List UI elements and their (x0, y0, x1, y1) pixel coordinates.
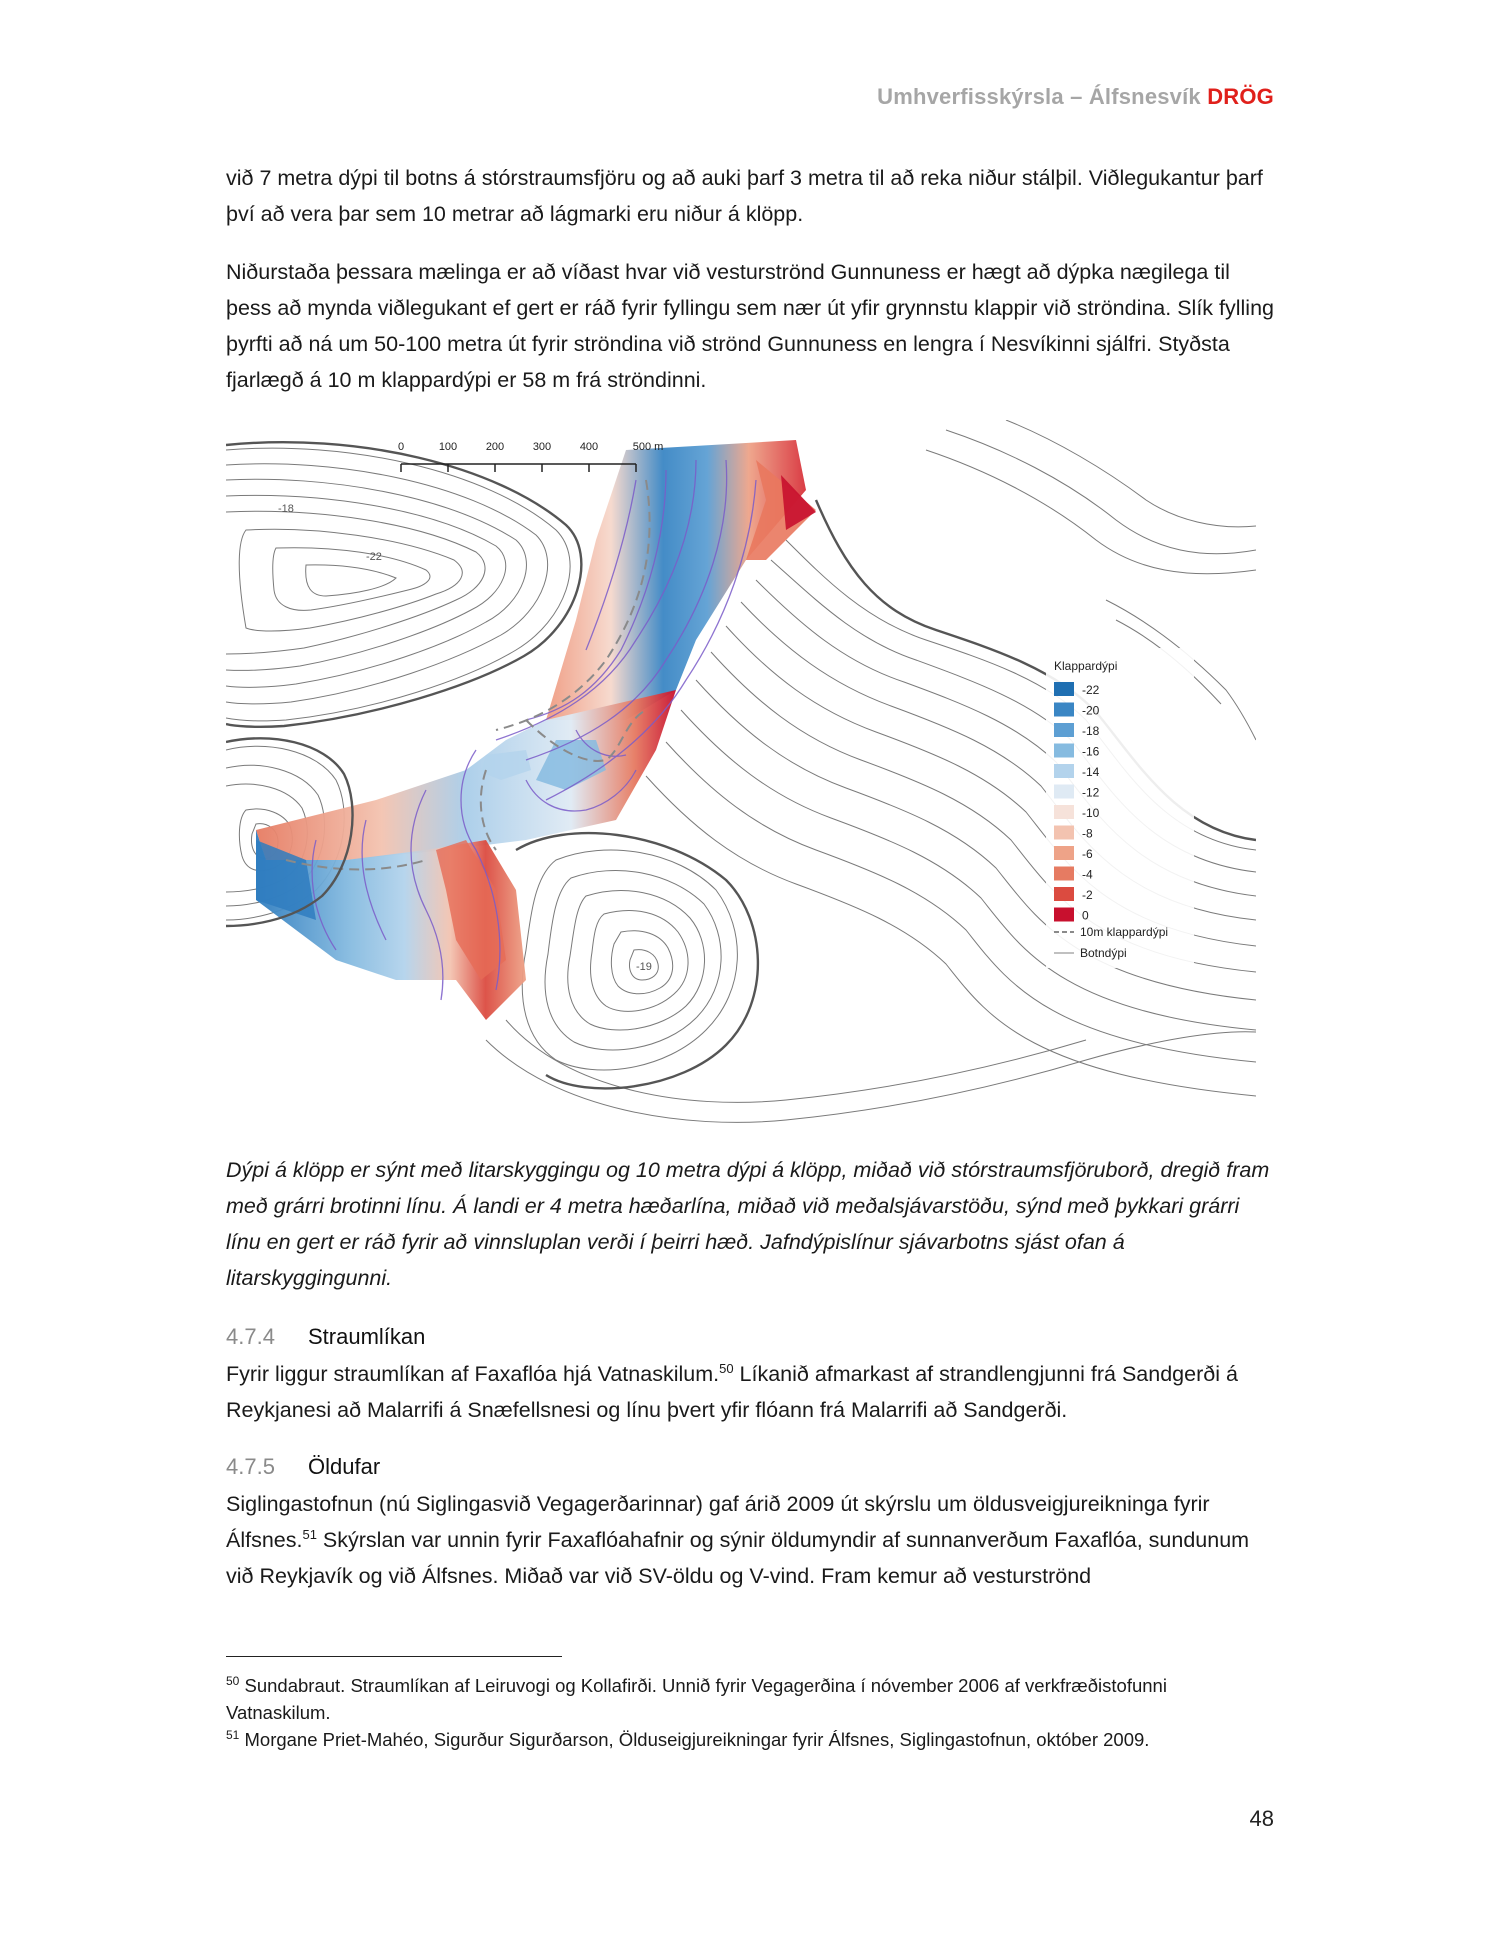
legend-swatch (1054, 887, 1074, 901)
contour-label: -19 (636, 961, 652, 973)
footnote-separator (226, 1656, 562, 1657)
legend-item-label: -14 (1082, 765, 1100, 779)
legend-swatch (1054, 805, 1074, 819)
legend-item-label: -20 (1082, 703, 1100, 718)
legend-swatch (1054, 764, 1074, 778)
legend (1046, 648, 1194, 968)
legend-solid-label: Botndýpi (1080, 946, 1127, 960)
legend-item-label: -18 (1082, 724, 1100, 738)
footnote-ref[interactable]: 51 (302, 1526, 317, 1542)
section-heading-474 (226, 1322, 425, 1352)
scalebar-tick-label: 400 (579, 441, 599, 453)
footnote-ref[interactable]: 50 (719, 1360, 734, 1376)
scalebar-tick-label: 200 (485, 441, 505, 453)
legend-swatch (1054, 723, 1074, 737)
paragraph-text: Skýrslan var unnin fyrir Faxaflóahafnir og sýnir öldumyndir af sunnanverðum Faxaflóa, sundunum við Reykjavík og við Álfsnes. Miðað var við SV-öldu og V-vind. Fram kemur að vesturströnd (226, 1528, 1250, 1588)
legend-item-label: -8 (1082, 826, 1093, 841)
draft-label: DRÖG (1207, 84, 1274, 109)
legend-dashed-label: 10m klappardýpi (1080, 925, 1169, 939)
survey-shading (256, 440, 816, 1020)
page-number: 48 (1249, 1806, 1274, 1831)
contour-label: -22 (366, 551, 382, 563)
footnote-number: 51 (226, 1727, 240, 1742)
paragraph-oldufar (226, 1486, 1276, 1594)
scalebar-tick-label: 0 (397, 441, 405, 453)
legend-swatch (1054, 703, 1074, 717)
legend-swatch (1054, 867, 1074, 881)
page-header (877, 84, 1274, 110)
paragraph-1: við 7 metra dýpi til botns á stórstraumsfjöru og að auki þarf 3 metra til að reka niður stálþil. Viðlegukantur þarf því að vera þar sem 10 metrar að lágmarki eru niður á klöpp. (226, 166, 1263, 226)
paragraph-straumlikan (226, 1356, 1276, 1428)
figure-caption: Dýpi á klöpp er sýnt með litarskyggingu og 10 metra dýpi á klöpp, miðað við stórstraumsfjöruborð, dregið fram með grárri brotinni línu. Á landi er 4 metra hæðarlína, miðað við meðalsjávarstöðu, sýnd með þykkari grárri línu en gert er ráð fyrir að vinnsluplan verði í þeirri hæð. Jafndýpislínur sjávarbotns sjást ofan á litarskyggingunni. (226, 1158, 1270, 1290)
paragraph-text: Siglingastofnun (nú Siglingasvið Vegagerðarinnar) gaf árið 2009 út skýrslu um öldusveigjureikninga fyrir Álfsnes. (226, 1492, 1210, 1552)
legend-swatch (1054, 744, 1074, 758)
legend-item-label: 0 (1082, 908, 1089, 923)
footnote-text: Morgane Priet-Mahéo, Sigurður Sigurðarson, Ölduseigjureikningar fyrir Álfsnes, Siglingastofnun, október 2009. (239, 1729, 1150, 1750)
paragraph-text: Líkanið afmarkast af strandlengjunni frá Sandgerði á Reykjanesi að Malarrifi á Snæfellsnesi og línu þvert yfir flóann frá Malarrifi að Sandgerði. (226, 1362, 1238, 1422)
section-heading-475 (226, 1452, 380, 1482)
scalebar-tick-label: 100 (438, 441, 458, 453)
legend-item-label: -16 (1082, 744, 1100, 759)
footnote-51 (226, 1726, 1276, 1753)
footnote-text: Sundabraut. Straumlíkan af Leiruvogi og Kollafirði. Unnið fyrir Vegagerðina í nóvember 2006 af verkfræðistofunni Vatnaskilum. (226, 1675, 1167, 1723)
section-number: 4.7.4 (226, 1324, 275, 1349)
legend-item-label: -10 (1082, 806, 1100, 820)
legend-title: Klappardýpi (1054, 659, 1118, 673)
paragraph-2: Niðurstaða þessara mælinga er að víðast hvar við vesturströnd Gunnuness er hægt að dýpka nægilega til þess að mynda viðlegukant ef gert er ráð fyrir fyllingu sem nær út yfir grynnstu klappir við ströndina. Slík fylling þyrfti að ná um 50-100 metra út fyrir ströndina við strönd Gunnuness en lengra í Nesvíkinni sjálfri. Styðsta fjarlægð á 10 m klappardýpi er 58 m frá ströndinni. (226, 260, 1274, 392)
legend-swatch (1054, 908, 1074, 922)
footnote-number: 50 (226, 1673, 240, 1688)
footnote-50 (226, 1672, 1276, 1726)
bathymetry-map-figure (226, 420, 1256, 1148)
legend-swatch (1054, 682, 1074, 696)
header-title: Umhverfisskýrsla – Álfsnesvík (877, 84, 1201, 109)
legend-swatch (1054, 846, 1074, 860)
scalebar-tick-label: 300 (532, 441, 552, 453)
scalebar-tick-label: 500 m (632, 441, 664, 453)
section-title: Öldufar (308, 1454, 381, 1479)
section-number: 4.7.5 (226, 1454, 275, 1479)
legend-item-label: -4 (1082, 867, 1093, 882)
legend-swatch (1054, 785, 1074, 799)
legend-item-label: -2 (1082, 888, 1093, 902)
legend-item-label: -6 (1082, 847, 1093, 861)
contour-label: -18 (278, 503, 294, 515)
paragraph-text: Fyrir liggur straumlíkan af Faxaflóa hjá Vatnaskilum. (226, 1362, 720, 1386)
bathymetry-map (226, 420, 1256, 1148)
legend-item-label: -12 (1082, 785, 1100, 800)
legend-swatch (1054, 826, 1074, 840)
section-title: Straumlíkan (308, 1324, 426, 1349)
legend-item-label: -22 (1082, 683, 1100, 697)
